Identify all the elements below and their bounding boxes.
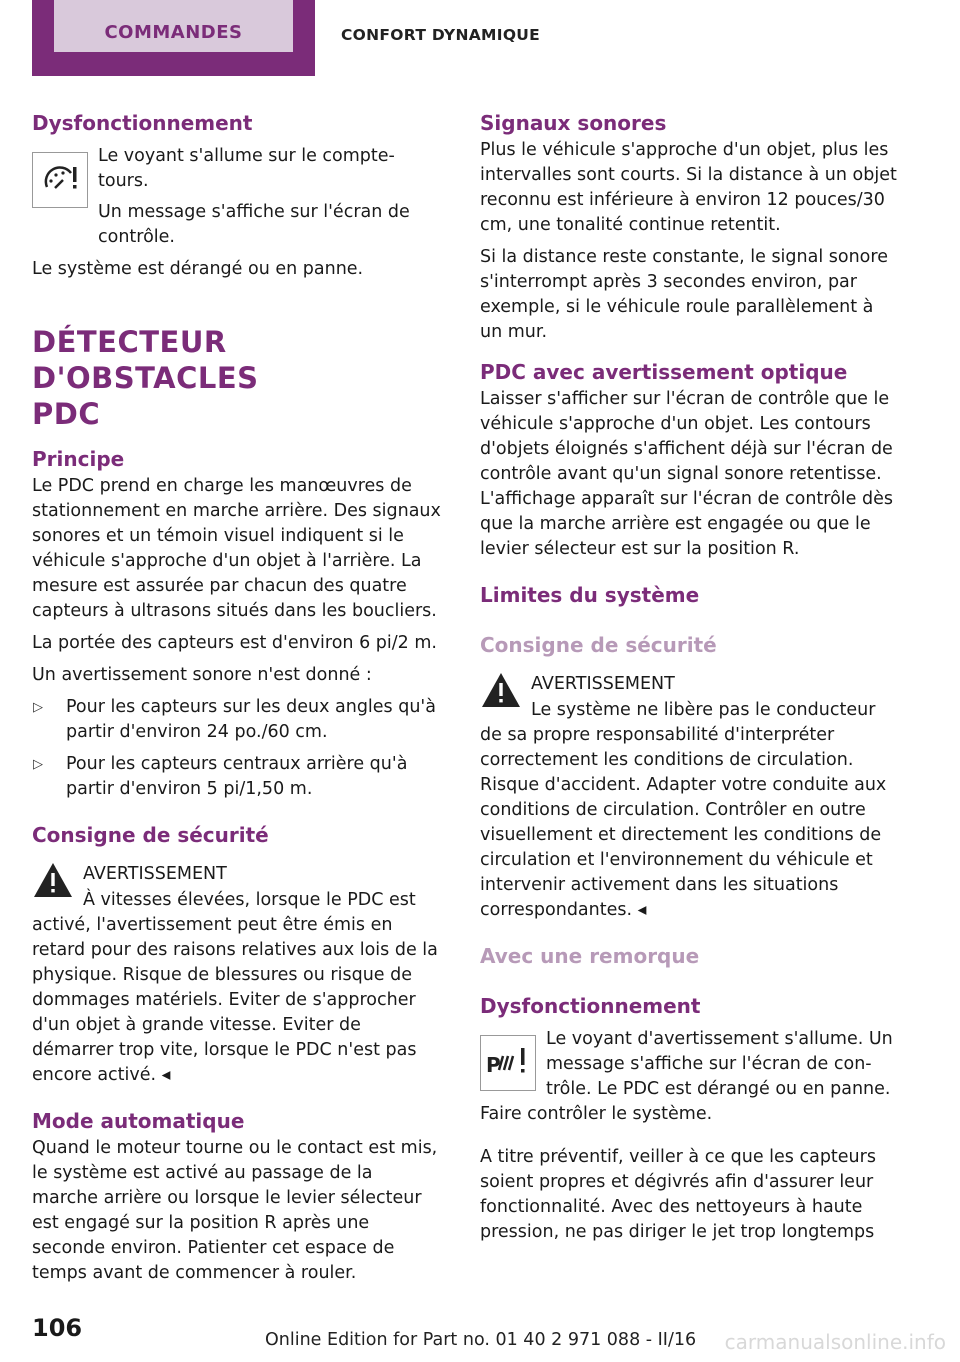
principe-paragraph-1: Le PDC prend en charge les manœuvres de stationnement en marche arrière. Des signaux sonores et un témoin visuel indiquent si le véhicule s'approche d'un objet à l'arrière. La mesure est assurée par chacun des quatre capteurs à ultrasons situés dans les boucliers.	[32, 476, 441, 621]
heading-consigne-securite-right: Consigne de sécurité	[480, 633, 717, 657]
signaux-paragraph-1: Plus le véhicule s'approche d'un objet, plus les intervalles sont courts. Si la distance à un objet reconnu est inférieure à environ 12 pouces/30 cm, une tonalité continue retentit.	[480, 140, 897, 235]
auto-paragraph: Quand le moteur tourne ou le contact est mis, le système est activé au passage de la marche arrière ou lorsque le levier sélecteur est engagé sur la position R après une seconde environ. Patienter cet espace de temps avant de commencer à rouler.	[32, 1138, 438, 1283]
section-title: CONFORT DYNAMIQUE	[341, 26, 541, 44]
watermark: carmanualsonline.info	[724, 1330, 946, 1354]
main-title-line-1: DÉTECTEUR D'OBSTACLES	[32, 325, 259, 395]
left-column	[32, 108, 444, 1286]
warning-triangle-icon	[480, 670, 522, 710]
warning-body-right: Le système ne libère pas le conducteur de sa propre responsabilité d'interpréter correctement les conditions de circulation. Risque d'accident. Adapter votre conduite aux conditions de circulation. Contrôler en outre visuellement et directement les conditions de circulation et l'environnement du véhicule et intervenir activement dans les situations correspondantes. ◂	[480, 700, 887, 920]
heading-consigne-securite: Consigne de sécurité	[32, 823, 269, 847]
pdc-malfunction-action: Faire contrôler le système.	[480, 1104, 713, 1124]
bullet-arrow-icon: ▷	[33, 700, 43, 715]
warning-block-right	[480, 668, 898, 712]
malfunction-notice	[32, 144, 444, 250]
warning-block	[32, 858, 444, 902]
sensor-warning-icon	[32, 152, 88, 208]
pdc-malfunction-text: Le voyant d'avertissement s'allume. Un message s'affiche sur l'écran de contrôle. Le PDC est dérangé ou en panne.	[546, 1029, 893, 1099]
heading-avec-remorque: Avec une remorque	[480, 944, 700, 968]
heading-signaux-sonores: Signaux sonores	[480, 111, 667, 135]
bullet-list	[32, 695, 444, 802]
optique-paragraph: Laisser s'afficher sur l'écran de contrôle que le véhicule s'approche d'un objet. Les contours d'objets éloignés s'affichent déjà sur l'écran de contrôle avant qu'un signal sonore retentisse. L'affichage apparaît sur l'écran de contrôle dès que la marche arrière est engagée ou que le levier sélecteur est sur la position R.	[480, 389, 893, 559]
dysfonct-line-3: Le système est dérangé ou en panne.	[32, 259, 364, 279]
tab-commandes-inner	[54, 0, 293, 52]
svg-text:P: P	[486, 1053, 501, 1077]
signaux-paragraph-2: Si la distance reste constante, le signal sonore s'interrompt après 3 secondes environ, par exemple, si le véhicule roule parallèlement à un mur.	[480, 247, 888, 342]
heading-limites-systeme: Limites du système	[480, 583, 700, 607]
tab-commandes-label: COMMANDES	[104, 22, 243, 43]
heading-mode-automatique: Mode automatique	[32, 1109, 245, 1133]
list-item	[32, 752, 444, 802]
principe-paragraph-2: La portée des capteurs est d'environ 6 pi/2 m.	[32, 633, 437, 653]
list-item-text: Pour les capteurs centraux arrière qu'à partir d'environ 5 pi/1,50 m.	[66, 754, 408, 799]
list-item-text: Pour les capteurs sur les deux angles qu'à partir d'environ 24 po./60 cm.	[66, 697, 436, 742]
edition-note: Online Edition for Part no. 01 40 2 971 088 - II/16	[265, 1330, 697, 1350]
dysfonct-line-2: Un message s'affiche sur l'écran de contrôle.	[98, 202, 410, 247]
warning-body: À vitesses élevées, lorsque le PDC est activé, l'avertissement peut être émis en retard pour des raisons relatives aux lois de la physique. Risque de blessures ou risque de dommages matériels. Eviter de s'approcher d'un objet à grande vitesse. Eviter de démarrer trop vite, lorsque le PDC n'est pas encore activé. ◂	[32, 890, 438, 1085]
heading-avertissement-optique: PDC avec avertissement optique	[480, 360, 848, 384]
list-item	[32, 695, 444, 745]
warning-triangle-icon	[32, 860, 74, 900]
warning-label: AVERTISSEMENT	[83, 864, 227, 884]
pdc-malfunction-notice	[480, 1027, 898, 1102]
dysfonct-line-1: Le voyant s'allume sur le compte-tours.	[98, 146, 395, 191]
page-number: 106	[32, 1314, 83, 1342]
final-paragraph: A titre préventif, veiller à ce que les capteurs soient propres et dégivrés afin d'assurer leur fonctionnalité. Avec des nettoyeurs à haute pression, ne pas diriger le jet trop longtemps	[480, 1147, 876, 1242]
bullet-arrow-icon: ▷	[33, 757, 43, 772]
heading-principe: Principe	[32, 447, 125, 471]
principe-paragraph-3: Un avertissement sonore n'est donné :	[32, 665, 372, 685]
pdc-warning-icon	[480, 1035, 536, 1091]
warning-label-right: AVERTISSEMENT	[531, 674, 675, 694]
right-column	[480, 108, 898, 1245]
tab-commandes[interactable]	[32, 0, 315, 76]
heading-dysfonctionnement-right: Dysfonctionnement	[480, 994, 701, 1018]
main-title-line-2: PDC	[32, 397, 101, 431]
heading-dysfonctionnement: Dysfonctionnement	[32, 111, 253, 135]
header-bar	[0, 0, 960, 78]
